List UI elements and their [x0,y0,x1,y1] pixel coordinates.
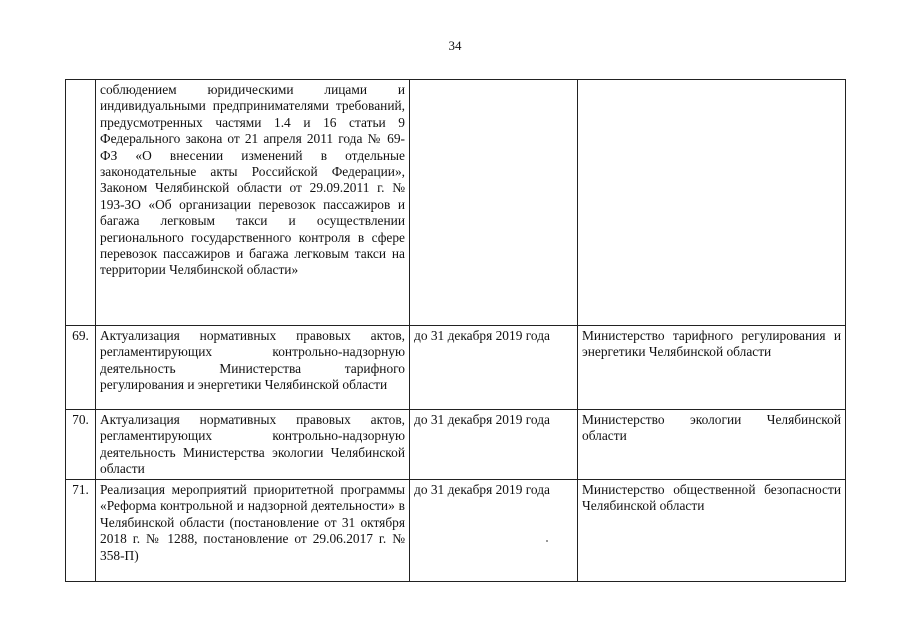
row-responsible: Министерство общественной безопасности Челябинской области [578,480,846,582]
row-term: до 31 декабря 2019 года [410,480,578,582]
scan-speck [546,540,548,542]
table-row [66,480,846,582]
measures-table [65,79,846,582]
row-number: 70. [66,410,96,480]
row-responsible: Министерство экологии Челябинской области [578,410,846,480]
row-description: Актуализация нормативных правовых актов, регламентирующих контрольно-надзорную деятельность Министерства тарифного регулирования и энергетики Челябинской области [96,326,410,410]
page-number: 34 [448,38,462,53]
row-description: Реализация мероприятий приоритетной программы «Реформа контрольной и надзорной деятельности» в Челябинской области (постановление от 31 октября 2018 г. № 1288, постановление от 29.06.2017 г. № 358-П) [96,480,410,582]
row-term: до 31 декабря 2019 года [410,410,578,480]
row-description: Актуализация нормативных правовых актов, регламентирующих контрольно-надзорную деятельность Министерства экологии Челябинской области [96,410,410,480]
row-number [66,80,96,326]
table-row [66,80,846,326]
row-term [410,80,578,326]
row-number: 69. [66,326,96,410]
row-responsible [578,80,846,326]
row-responsible: Министерство тарифного регулирования и энергетики Челябинской области [578,326,846,410]
row-number: 71. [66,480,96,582]
table-row [66,410,846,480]
row-term: до 31 декабря 2019 года [410,326,578,410]
table-row [66,326,846,410]
row-description: соблюдением юридическими лицами и индивидуальными предпринимателями требований, предусмотренных частями 1.4 и 16 статьи 9 Федерального закона от 21 апреля 2011 года № 69-ФЗ «О внесении изменений в отдельные законодательные акты Российской Федерации», Законом Челябинской области от 29.09.2011 г. № 193-ЗО «Об организации перевозок пассажиров и багажа легковым такси и осуществлении регионального государственного контроля в сфере перевозок пассажиров и багажа легковым такси на территории Челябинской области» [96,80,410,326]
